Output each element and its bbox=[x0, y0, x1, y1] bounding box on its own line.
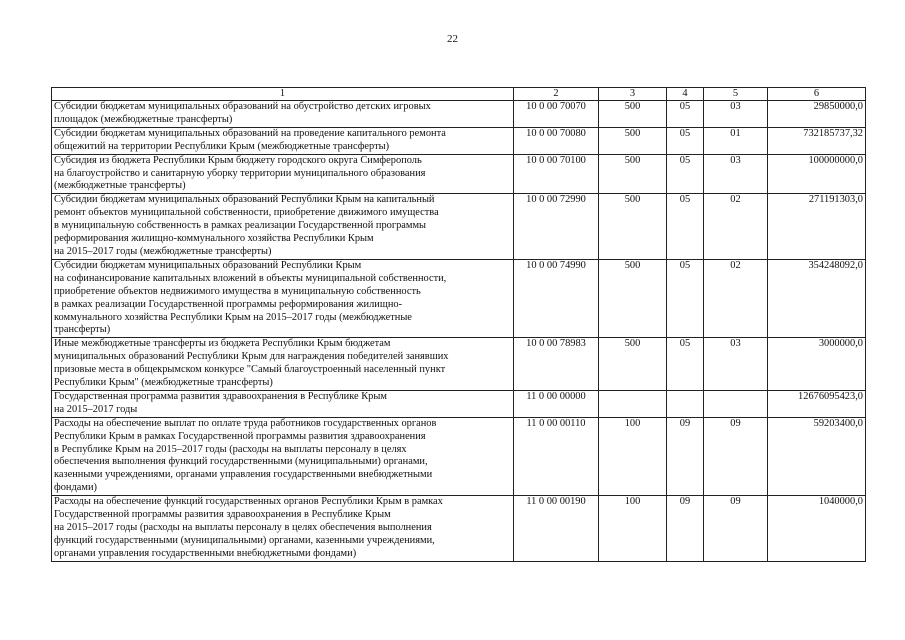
row-subsection: 03 bbox=[704, 101, 768, 128]
row-amount: 29850000,0 bbox=[768, 101, 866, 128]
row-subsection: 03 bbox=[704, 338, 768, 391]
row-section: 05 bbox=[667, 194, 704, 260]
row-section bbox=[667, 390, 704, 417]
row-expense-type: 500 bbox=[599, 154, 667, 194]
column-header-code: 2 bbox=[514, 88, 599, 101]
row-code: 11 0 00 00190 bbox=[514, 496, 599, 562]
row-expense-type: 500 bbox=[599, 127, 667, 154]
row-expense-type: 500 bbox=[599, 338, 667, 391]
row-subsection bbox=[704, 390, 768, 417]
row-section: 05 bbox=[667, 338, 704, 391]
row-amount: 59203400,0 bbox=[768, 417, 866, 495]
row-expense-type: 500 bbox=[599, 101, 667, 128]
column-number-header-row bbox=[52, 88, 866, 101]
row-expense-type: 100 bbox=[599, 496, 667, 562]
row-subsection: 01 bbox=[704, 127, 768, 154]
table-row bbox=[52, 390, 866, 417]
row-subsection: 02 bbox=[704, 259, 768, 337]
column-header-amount: 6 bbox=[768, 88, 866, 101]
row-code: 10 0 00 78983 bbox=[514, 338, 599, 391]
table-row bbox=[52, 154, 866, 194]
row-amount: 3000000,0 bbox=[768, 338, 866, 391]
row-subsection: 09 bbox=[704, 496, 768, 562]
row-section: 05 bbox=[667, 127, 704, 154]
column-header-expense-type: 3 bbox=[599, 88, 667, 101]
row-code: 10 0 00 72990 bbox=[514, 194, 599, 260]
column-header-section: 4 bbox=[667, 88, 704, 101]
row-amount: 732185737,32 bbox=[768, 127, 866, 154]
table-row bbox=[52, 417, 866, 495]
column-header-name: 1 bbox=[52, 88, 514, 101]
row-section: 09 bbox=[667, 417, 704, 495]
row-section: 05 bbox=[667, 259, 704, 337]
row-amount: 271191303,0 bbox=[768, 194, 866, 260]
row-name: Субсидии бюджетам муниципальных образований Республики Крым на софинансирование капитальных вложений в объекты муниципальной собственности, приобретение объектов недвижимого имущества в муниципальную собственность в рамках реализации Государственной программы реформирования жилищно- коммунального хозяйства Республики Крым на 2015–2017 годы (межбюджетные трансферты) bbox=[52, 259, 514, 337]
row-amount: 100000000,0 bbox=[768, 154, 866, 194]
row-code: 11 0 00 00110 bbox=[514, 417, 599, 495]
table-row bbox=[52, 259, 866, 337]
row-expense-type: 500 bbox=[599, 194, 667, 260]
table-row bbox=[52, 194, 866, 260]
row-section: 09 bbox=[667, 496, 704, 562]
budget-table bbox=[51, 87, 866, 562]
row-name: Субсидии бюджетам муниципальных образований на обустройство детских игровых площадок (межбюджетные трансферты) bbox=[52, 101, 514, 128]
row-name: Субсидии бюджетам муниципальных образований Республики Крым на капитальный ремонт объектов муниципальной собственности, приобретение движимого имущества в муниципальную собственность в рамках реализации Государственной программы реформирования жилищно-коммунального хозяйства Республики Крым на 2015–2017 годы (межбюджетные трансферты) bbox=[52, 194, 514, 260]
row-section: 05 bbox=[667, 101, 704, 128]
row-name: Субсидия из бюджета Республики Крым бюджету городского округа Симферополь на благоустройство и санитарную уборку территории муниципального образования (межбюджетные трансферты) bbox=[52, 154, 514, 194]
row-subsection: 03 bbox=[704, 154, 768, 194]
row-name: Субсидии бюджетам муниципальных образований на проведение капитального ремонта общежитий на территории Республики Крым (межбюджетные трансферты) bbox=[52, 127, 514, 154]
row-expense-type: 500 bbox=[599, 259, 667, 337]
row-name: Государственная программа развития здравоохранения в Республике Крым на 2015–2017 годы bbox=[52, 390, 514, 417]
row-amount: 12676095423,0 bbox=[768, 390, 866, 417]
table-row bbox=[52, 127, 866, 154]
row-name: Расходы на обеспечение функций государственных органов Республики Крым в рамках Государственной программы развития здравоохранения в Республике Крым на 2015–2017 годы (расходы на выплаты персоналу в целях обеспечения выполнения функций государственными (муниципальными) органами, казенными учреждениями, органами управления государственными внебюджетными фондами) bbox=[52, 496, 514, 562]
row-code: 11 0 00 00000 bbox=[514, 390, 599, 417]
table-row bbox=[52, 338, 866, 391]
row-name: Расходы на обеспечение выплат по оплате труда работников государственных органов Республики Крым в рамках Государственной программы развития здравоохранения в Республике Крым на 2015–2017 годы (расходы на выплаты персоналу в целях обеспечения выполнения функций государственными (муниципальными) органами, казенными учреждениями, органами управления государственными внебюджетными фондами) bbox=[52, 417, 514, 495]
row-amount: 354248092,0 bbox=[768, 259, 866, 337]
row-section: 05 bbox=[667, 154, 704, 194]
row-code: 10 0 00 70070 bbox=[514, 101, 599, 128]
row-amount: 1040000,0 bbox=[768, 496, 866, 562]
column-header-subsection: 5 bbox=[704, 88, 768, 101]
row-expense-type: 100 bbox=[599, 417, 667, 495]
row-code: 10 0 00 70080 bbox=[514, 127, 599, 154]
table-row bbox=[52, 496, 866, 562]
row-subsection: 02 bbox=[704, 194, 768, 260]
row-code: 10 0 00 74990 bbox=[514, 259, 599, 337]
row-expense-type bbox=[599, 390, 667, 417]
row-subsection: 09 bbox=[704, 417, 768, 495]
table-row bbox=[52, 101, 866, 128]
page-number: 22 bbox=[447, 33, 458, 45]
row-name: Иные межбюджетные трансферты из бюджета Республики Крым бюджетам муниципальных образований Республики Крым для награждения победителей занявших призовые места в общекрымском конкурсе "Самый благоустроенный населенный пункт Республики Крым" (межбюджетные трансферты) bbox=[52, 338, 514, 391]
row-code: 10 0 00 70100 bbox=[514, 154, 599, 194]
